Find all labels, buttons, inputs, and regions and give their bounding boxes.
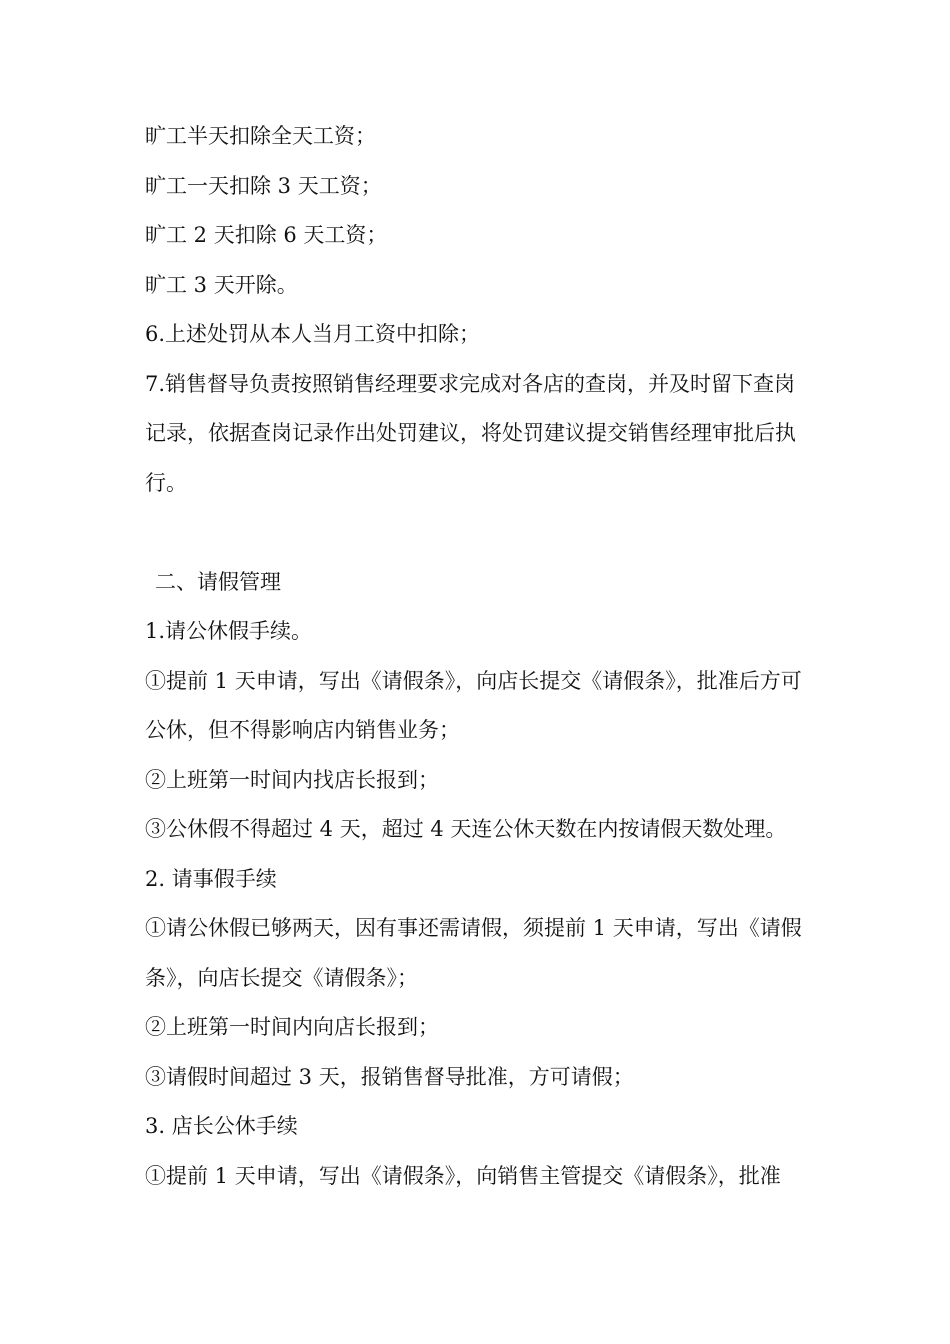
leave-1-item-3: ③公休假不得超过 4 天，超过 4 天连公休天数在内按请假天数处理。 bbox=[145, 817, 787, 841]
leave-2-item-1: ①请公休假已够两天，因有事还需请假，须提前 1 天申请，写出《请假条》，向店长提交《请假条》； bbox=[145, 916, 802, 990]
leave-3-title: 3. 店长公休手续 bbox=[145, 1114, 298, 1138]
leave-2-item-2: ②上班第一时间内向店长报到； bbox=[145, 1015, 439, 1039]
absence-rule-one-day: 旷工一天扣除 3 天工资； bbox=[145, 173, 382, 198]
section-2-heading: 二、请假管理 bbox=[155, 569, 281, 594]
leave-1-item-2: ②上班第一时间内找店长报到； bbox=[145, 767, 439, 792]
leave-1-title: 1.请公休假手续。 bbox=[145, 619, 313, 643]
paragraph-spacer bbox=[145, 508, 810, 558]
leave-2-title: 2. 请事假手续 bbox=[145, 866, 277, 891]
rule-7-paragraph: 7.销售督导负责按照销售经理要求完成对各店的查岗，并及时留下查岗记录，依据查岗记录作出处罚建议，将处罚建议提交销售经理审批后执行。 bbox=[145, 371, 796, 495]
document-body bbox=[145, 112, 810, 1201]
leave-2-item-3: ③请假时间超过 3 天，报销售督导批准，方可请假； bbox=[145, 1064, 634, 1089]
absence-rule-three-days: 旷工 3 天开除。 bbox=[145, 272, 298, 297]
absence-rule-two-days: 旷工 2 天扣除 6 天工资； bbox=[145, 223, 388, 247]
rule-6-paragraph: 6.上述处罚从本人当月工资中扣除； bbox=[145, 322, 481, 346]
leave-1-item-1: ①提前 1 天申请，写出《请假条》，向店长提交《请假条》，批准后方可公休，但不得影响店内销售业务； bbox=[145, 668, 802, 742]
leave-3-item-1: ①提前 1 天申请，写出《请假条》，向销售主管提交《请假条》，批准 bbox=[145, 1163, 781, 1188]
absence-rule-half-day: 旷工半天扣除全天工资； bbox=[145, 124, 376, 148]
